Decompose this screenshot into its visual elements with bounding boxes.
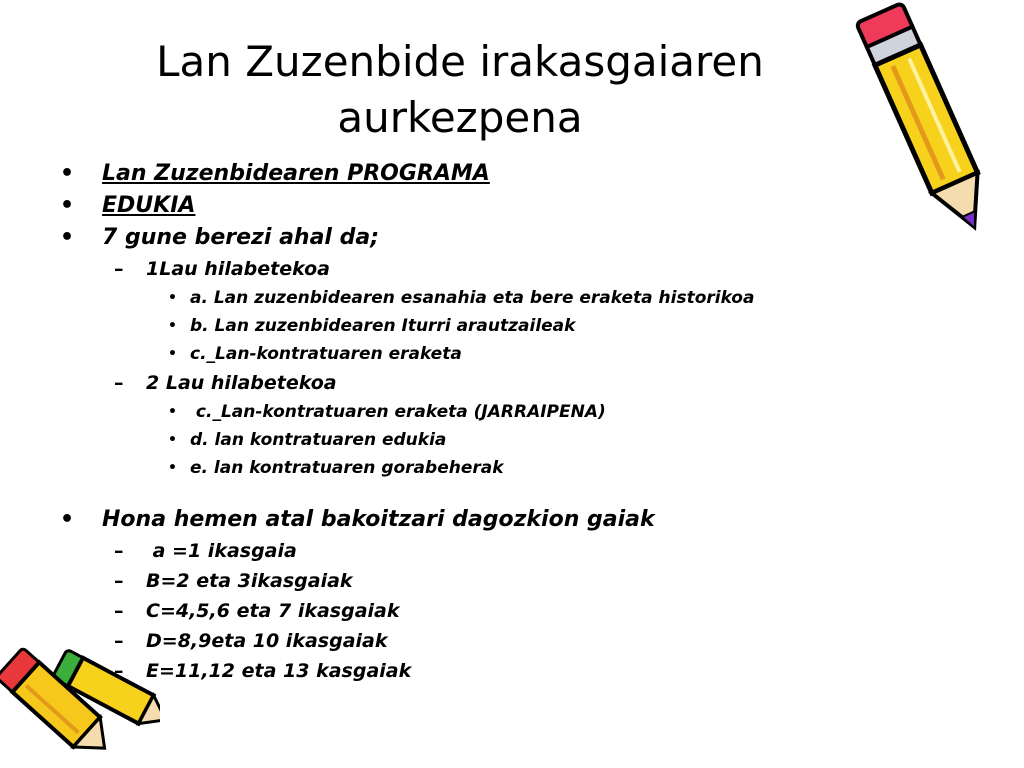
topic-item-text: E=11,12 eta 13 kasgaiak bbox=[146, 660, 412, 682]
bullet-zones-text: 7 gune berezi ahal da; bbox=[102, 225, 380, 250]
list-item: • a. Lan zuzenbidearen esanahia eta bere eraketa historikoa bbox=[168, 288, 755, 308]
bullet-list bbox=[56, 158, 936, 686]
topic-item-text: C=4,5,6 eta 7 ikasgaiak bbox=[146, 600, 400, 622]
bullet-program-text: Lan Zuzenbidearen PROGRAMA bbox=[102, 161, 490, 186]
list-item-text: d. lan kontratuaren edukia bbox=[190, 430, 447, 450]
bullet-zones: • 7 gune berezi ahal da; bbox=[60, 225, 380, 250]
topic-item: – D=8,9eta 10 ikasgaiak bbox=[114, 630, 388, 652]
list-item-text: e. lan kontratuaren gorabeherak bbox=[190, 458, 504, 478]
list-item-text: c._Lan-kontratuaren eraketa (JARRAIPENA) bbox=[190, 402, 606, 422]
topic-item: – C=4,5,6 eta 7 ikasgaiak bbox=[114, 600, 400, 622]
bullet-program: • Lan Zuzenbidearen PROGRAMA bbox=[60, 161, 490, 186]
bullet-content-text: EDUKIA bbox=[102, 193, 196, 218]
topic-item: – E=11,12 eta 13 kasgaiak bbox=[114, 660, 412, 682]
list-item-text: c._Lan-kontratuaren eraketa bbox=[190, 344, 462, 364]
list-item-text: a. Lan zuzenbidearen esanahia eta bere eraketa historikoa bbox=[190, 288, 755, 308]
zone-2-label: 2 Lau hilabetekoa bbox=[146, 372, 337, 394]
list-item: • c._Lan-kontratuaren eraketa bbox=[168, 344, 462, 364]
title-line-2: aurkezpena bbox=[337, 93, 583, 142]
topic-item: – a =1 ikasgaia bbox=[114, 540, 297, 562]
bullet-topics-text: Hona hemen atal bakoitzari dagozkion gaiak bbox=[102, 507, 655, 532]
zone-1-label: 1Lau hilabetekoa bbox=[146, 258, 330, 280]
title-line-1: Lan Zuzenbide irakasgaiaren bbox=[156, 37, 764, 86]
bullet-content: • EDUKIA bbox=[60, 193, 196, 218]
topic-item-text: D=8,9eta 10 ikasgaiak bbox=[146, 630, 388, 652]
bullet-topics: • Hona hemen atal bakoitzari dagozkion gaiak bbox=[60, 507, 655, 532]
zone-2: – 2 Lau hilabetekoa bbox=[114, 372, 337, 394]
list-item: • c._Lan-kontratuaren eraketa (JARRAIPENA) bbox=[168, 402, 606, 422]
zone-1: – 1Lau hilabetekoa bbox=[114, 258, 330, 280]
slide-title bbox=[80, 34, 840, 146]
list-item: • d. lan kontratuaren edukia bbox=[168, 430, 447, 450]
list-item: • e. lan kontratuaren gorabeherak bbox=[168, 458, 504, 478]
topic-item: – B=2 eta 3ikasgaiak bbox=[114, 570, 353, 592]
topic-item-text: a =1 ikasgaia bbox=[146, 540, 297, 562]
list-item: • b. Lan zuzenbidearen Iturri arautzaileak bbox=[168, 316, 576, 336]
topic-item-text: B=2 eta 3ikasgaiak bbox=[146, 570, 353, 592]
list-item-text: b. Lan zuzenbidearen Iturri arautzaileak bbox=[190, 316, 576, 336]
